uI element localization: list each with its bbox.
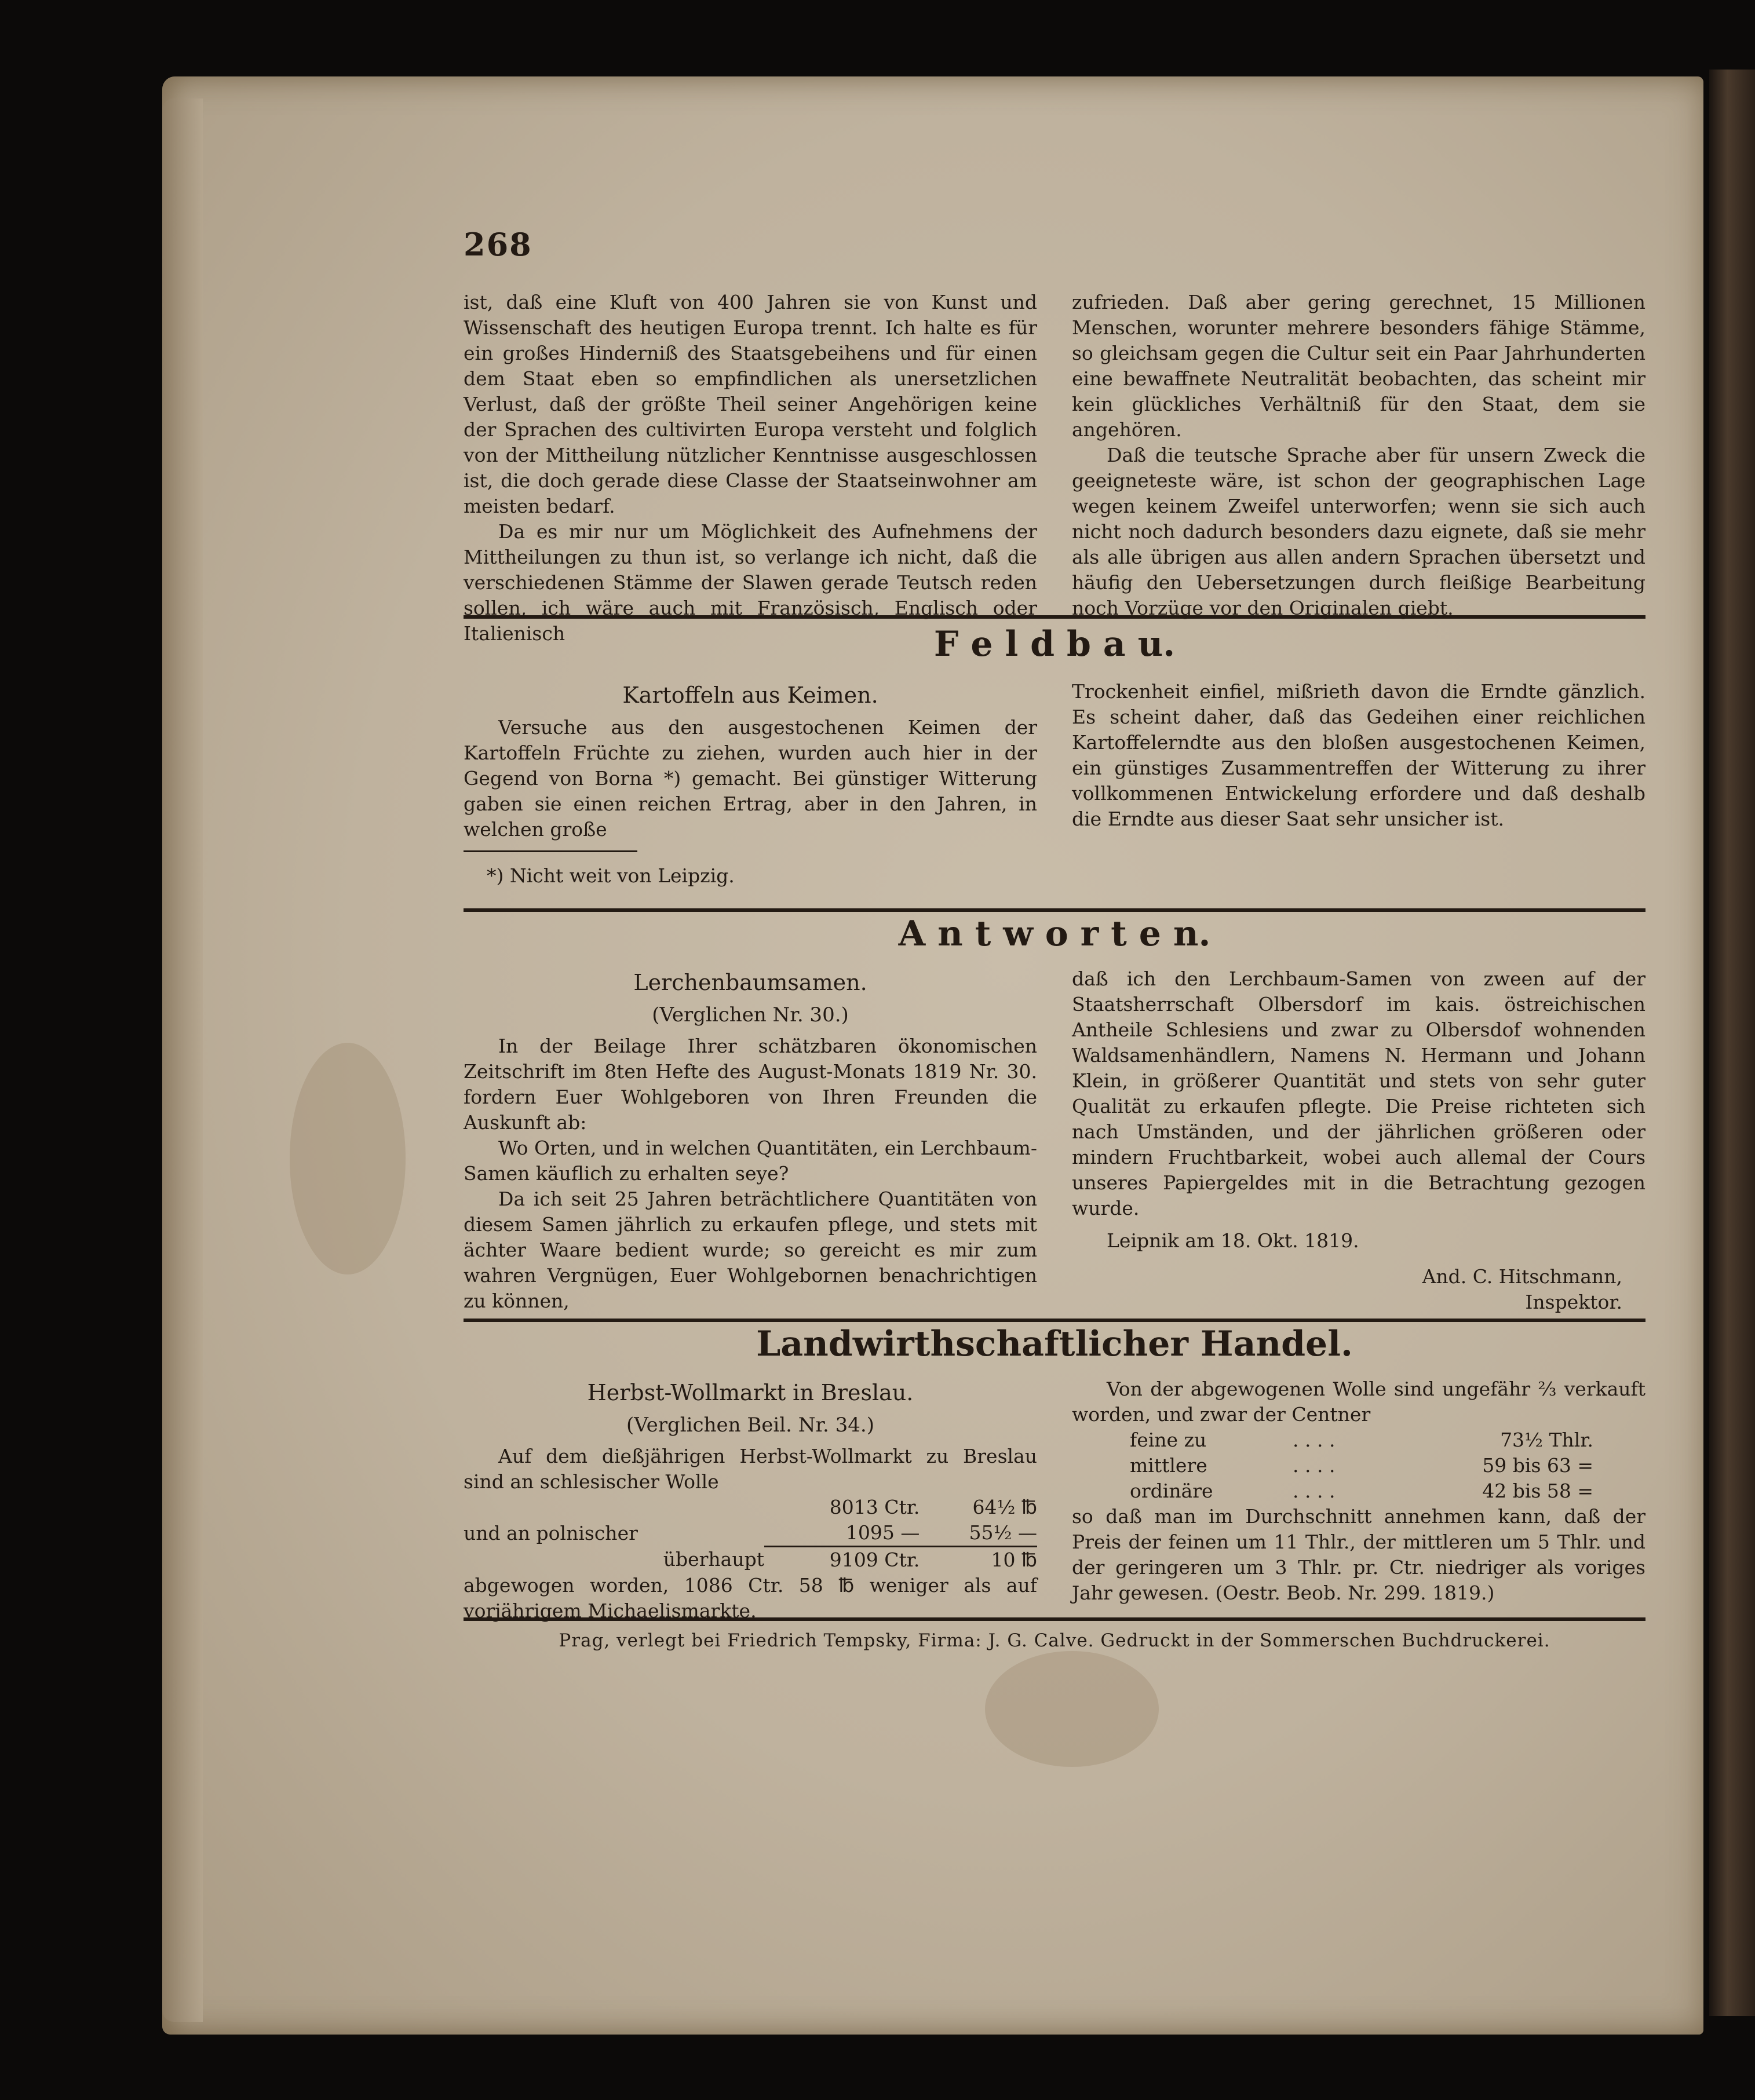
- article-reference: (Verglichen Beil. Nr. 34.): [626, 1414, 875, 1437]
- paragraph: Da ich seit 25 Jahren beträchtlichere Quantitäten von diesem Samen jährlich zu erkaufen pflege, und stets mit ächter Waare bedient wurde; so gereicht es mir zum wahren Vergnügen, Euer Wohlgebornen benachrichtigen zu können,: [464, 1188, 1037, 1312]
- feldbau-right-column: [1072, 679, 1645, 842]
- antworten-right-column: [1072, 966, 1645, 1315]
- paragraph: In der Beilage Ihrer schätzbaren ökonomischen Zeitschrift im 8ten Hefte des August-Monats 1819 Nr. 30. fordern Euer Wohlgeboren von Ihren Freunden die Auskunft ab:: [464, 1035, 1037, 1134]
- section-rule: [464, 1617, 1645, 1621]
- footnote-rule: [464, 850, 637, 852]
- paragraph: daß ich den Lerchbaum-Samen von zween auf der Staatsherrschaft Olbersdorf im kais. östreichischen Antheile Schlesiens und zwar zu Olbersdof wohnenden Waldsamenhändlern, Namens N. Hermann und Johann Klein, in größerer Quantität und stets von sehr guter Qualität zu erkaufen pflegte. Die Preise richteten sich nach Umständen, und der jährlichen größeren oder mindern Fruchtbarkeit, wobei auch allemal der Cours unseres Papiergeldes mit in die Betrachtung gezogen wurde.: [1072, 967, 1645, 1219]
- signature-title: Inspektor.: [1525, 1291, 1622, 1313]
- paper-stain: [290, 1043, 406, 1274]
- handel-right-column: [1072, 1376, 1645, 1624]
- feldbau-section: [464, 679, 1645, 842]
- paragraph: so daß man im Durchschnitt annehmen kann, daß der Preis der feinen um 11 Thlr., der mittleren um 5 Thlr. und der geringeren um 3 Thlr. pr. Ctr. niedriger als voriges Jahr gewesen. (Oestr. Beob. Nr. 299. 1819.): [1072, 1505, 1645, 1604]
- book-spine: [1709, 70, 1755, 2016]
- paragraph: Auf dem dießjährigen Herbst-Wollmarkt zu Breslau sind an schlesischer Wolle: [464, 1445, 1037, 1493]
- antworten-left-column: [464, 966, 1037, 1315]
- continuation-right-column: [1072, 290, 1645, 647]
- handel-left-column: [464, 1376, 1037, 1624]
- place-date: Leipnik am 18. Okt. 1819.: [1107, 1229, 1359, 1252]
- continuation-left-column: [464, 290, 1037, 647]
- section-heading-handel: Landwirthschaftlicher Handel.: [756, 1324, 1353, 1364]
- table-row: 8013 Ctr. 64½ ℔: [829, 1496, 1037, 1518]
- table-row: feine zu . . . . 73½ Thlr.: [1130, 1429, 1593, 1451]
- feldbau-left-column: [464, 679, 1037, 842]
- wool-price-table: [1130, 1427, 1593, 1504]
- antworten-section: [464, 966, 1645, 1315]
- continuation-section: [464, 290, 1645, 647]
- wool-quantity-table: [464, 1495, 1037, 1573]
- article-title: Herbst-Wollmarkt in Breslau.: [587, 1380, 914, 1405]
- page-edge: [162, 98, 203, 2022]
- paragraph: Da es mir nur um Möglichkeit des Aufnehmens der Mittheilungen zu thun ist, so verlange ich nicht, daß die verschiedenen Stämme der Slawen gerade Teutsch reden sollen, ich wäre auch mit Französisch, Englisch oder Italienisch: [464, 520, 1037, 645]
- paragraph: abgewogen worden, 1086 Ctr. 58 ℔ weniger als auf vorjährigem Michaelismarkte.: [464, 1574, 1037, 1622]
- paragraph: zufrieden. Daß aber gering gerechnet, 15 Millionen Menschen, worunter mehrere besonders fähige Stämme, so gleichsam gegen die Cultur seit ein Paar Jahrhunderten eine bewaffnete Neutralität beobachten, das scheint mir kein glückliches Verhältniß für den Staat, dem sie angehören.: [1072, 291, 1645, 441]
- paragraph: Von der abgewogenen Wolle sind ungefähr ⅔ verkauft worden, und zwar der Centner: [1072, 1378, 1645, 1426]
- section-rule: [464, 1319, 1645, 1322]
- table-row: mittlere . . . . 59 bis 63 =: [1130, 1454, 1593, 1477]
- article-reference: (Verglichen Nr. 30.): [652, 1003, 849, 1027]
- signature: And. C. Hitschmann,: [1422, 1265, 1622, 1288]
- section-heading-antworten: A n t w o r t e n.: [898, 914, 1211, 954]
- table-row: überhaupt 9109 Ctr. 10 ℔: [663, 1548, 1037, 1571]
- page-content: [464, 226, 1645, 1692]
- paragraph: Trockenheit einfiel, mißrieth davon die Erndte gänzlich. Es scheint daher, daß das Gedeihen einer reichlichen Kartoffelerndte aus den bloßen ausgestochenen Keimen, ein günstiges Zusammentreffen der Witterung zu ihrer vollkommenen Entwickelung erfordere und daß deshalb die Erndte aus dieser Saat sehr unsicher ist.: [1072, 680, 1645, 830]
- footnote: *) Nicht weit von Leipzig.: [487, 864, 735, 887]
- table-row: und an polnischer 1095 — 55½ —: [464, 1520, 1037, 1547]
- handel-section: [464, 1376, 1645, 1624]
- paragraph: ist, daß eine Kluft von 400 Jahren sie von Kunst und Wissenschaft des heutigen Europa trennt. Ich halte es für ein großes Hinderniß des Staatsgebeihens und für einen dem Staat eben so empfindlichen als unersetzlichen Verlust, daß der größte Theil seiner Angehörigen keine der Sprachen des cultivirten Europa versteht und folglich von der Mittheilung nützlicher Kenntnisse ausgeschlossen ist, die doch gerade diese Classe der Staatseinwohner am meisten bedarf.: [464, 291, 1037, 517]
- paragraph: Wo Orten, und in welchen Quantitäten, ein Lerchbaum-Samen käuflich zu erhalten seye?: [464, 1137, 1037, 1185]
- paragraph: Daß die teutsche Sprache aber für unsern Zweck die geeigneteste wäre, ist schon der geographischen Lage wegen keinem Zweifel unterworfen; wenn sie sich auch nicht noch dadurch besonders dazu eignete, daß sie mehr als alle übrigen aus allen andern Sprachen übersetzt und häufig den Uebersetzungen durch fleißige Bearbeitung noch Vorzüge vor den Originalen giebt.: [1072, 444, 1645, 619]
- article-title: Lerchenbaumsamen.: [633, 970, 867, 995]
- page-number: 268: [464, 226, 532, 263]
- paragraph: Versuche aus den ausgestochenen Keimen der Kartoffeln Früchte zu ziehen, wurden auch hier in der Gegend von Borna *) gemacht. Bei günstiger Witterung gaben sie einen reichen Ertrag, aber in den Jahren, in welchen große: [464, 716, 1037, 841]
- section-rule: [464, 908, 1645, 912]
- imprint: Prag, verlegt bei Friedrich Tempsky, Firma: J. G. Calve. Gedruckt in der Sommerschen Buchdruckerei.: [559, 1630, 1550, 1651]
- table-row: ordinäre . . . . 42 bis 58 =: [1130, 1480, 1593, 1502]
- article-title: Kartoffeln aus Keimen.: [622, 682, 878, 708]
- section-heading-feldbau: F e l d b a u.: [933, 624, 1176, 664]
- section-rule: [464, 615, 1645, 619]
